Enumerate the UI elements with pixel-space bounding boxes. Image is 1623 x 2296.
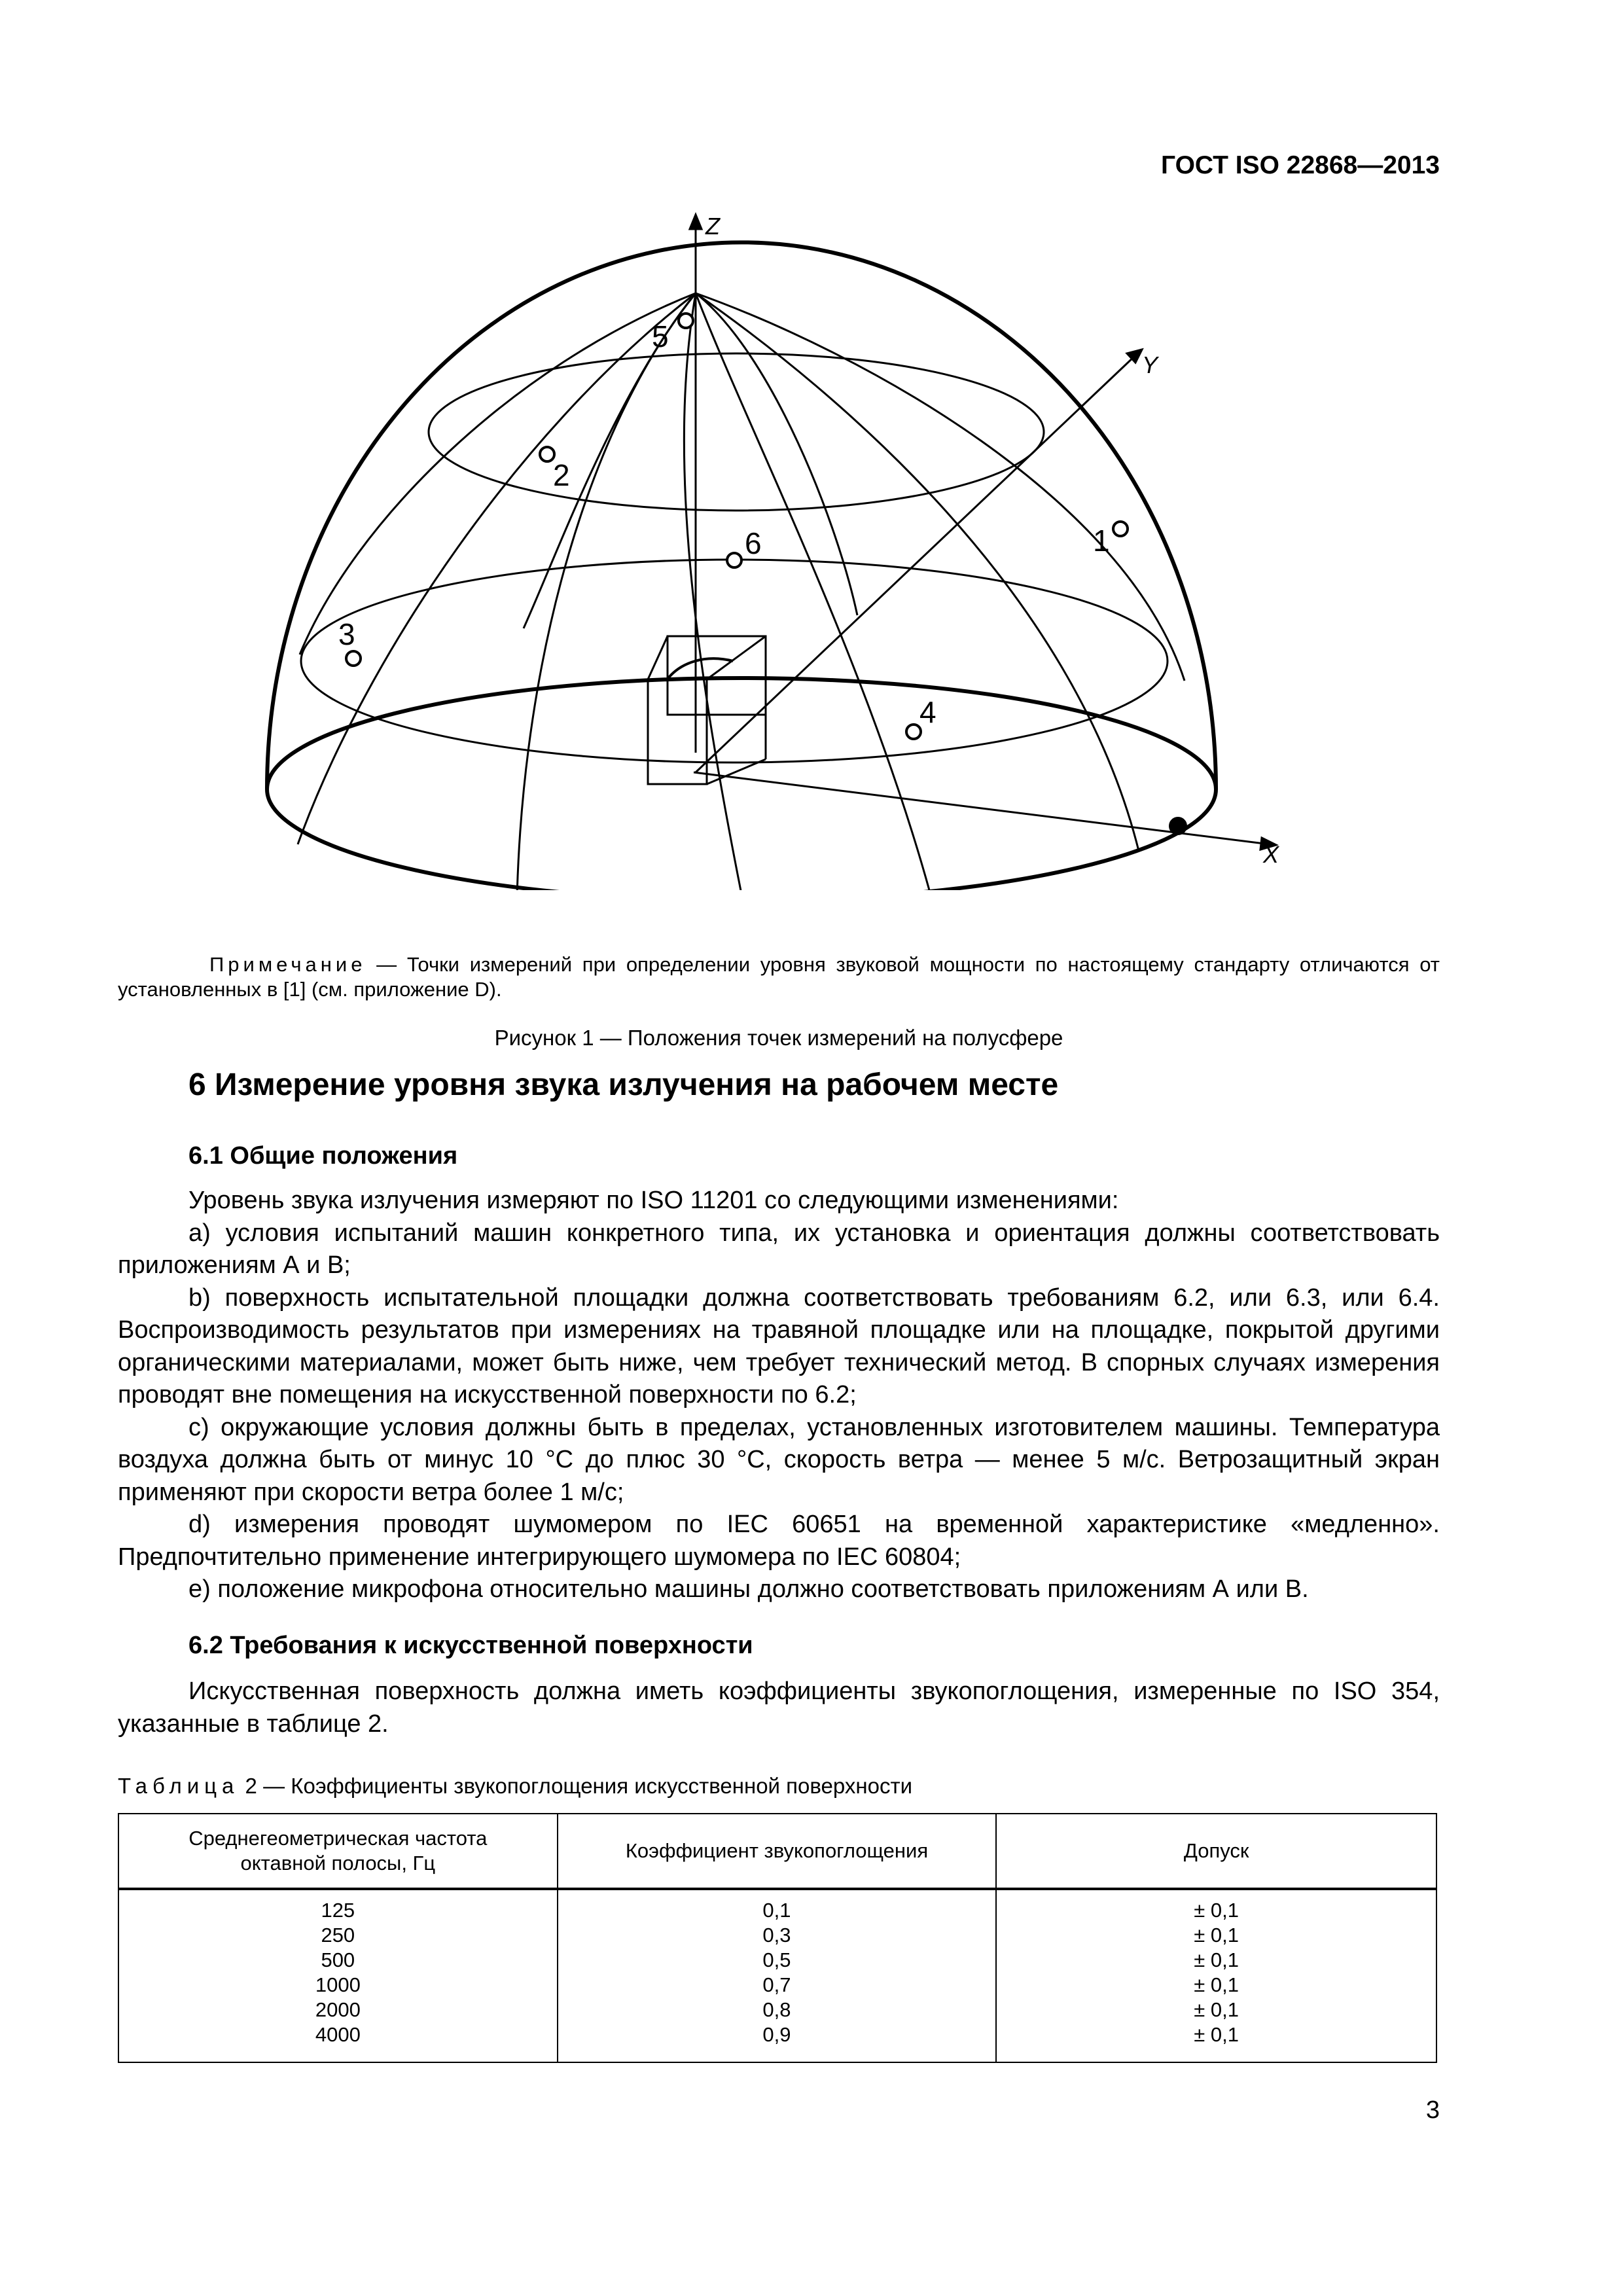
measurement-point-1	[1113, 522, 1128, 536]
point-label-3: 3	[338, 617, 355, 651]
base-ellipse	[267, 678, 1216, 890]
note-label: Примечание	[209, 953, 366, 976]
cell: 0,1	[762, 1899, 791, 1922]
hemisphere-figure	[249, 196, 1335, 890]
meridian	[696, 293, 1139, 851]
measurement-point-3	[346, 651, 361, 666]
coefficient-column	[558, 1889, 997, 2062]
table-row	[118, 1889, 1436, 2062]
header-frequency: Среднегеометрическая частота октавной полосы, Гц	[118, 1814, 558, 1889]
section-6-2-body	[118, 1676, 1440, 1740]
figure-note	[118, 952, 1440, 1002]
figure-caption: Рисунок 1 — Положения точек измерений на полусфере	[494, 1026, 1063, 1050]
tolerance-column	[996, 1889, 1436, 2062]
section-6-2-title: 6.2 Требования к искусственной поверхности	[188, 1632, 753, 1659]
meridian	[300, 293, 696, 655]
mid-latitude	[301, 560, 1168, 762]
meridian	[696, 293, 1185, 681]
cell: ± 0,1	[1194, 1899, 1240, 1922]
note-text: — Точки измерений при определении уровня звуковой мощности по настоящему стандарту отличаются от установленных в [1] (см. приложение D).	[118, 953, 1440, 1001]
upper-latitude	[429, 353, 1044, 511]
measurement-point-4	[906, 725, 921, 739]
measurement-point-6	[727, 553, 741, 567]
section-6-1-body	[118, 1185, 1440, 1606]
paragraph: Уровень звука излучения измеряют по ISO 11201 со следующими изменениями:	[188, 1187, 1119, 1214]
base-point	[1170, 818, 1186, 834]
cell: ± 0,1	[1194, 1948, 1240, 1971]
axis-label-y: Y	[1142, 351, 1158, 378]
cell: 0,9	[762, 2023, 791, 2046]
axis-label-z: Z	[705, 213, 720, 240]
cell: ± 0,1	[1194, 2023, 1240, 2046]
table-title-text: 2 — Коэффициенты звукопоглощения искусственной поверхности	[239, 1774, 912, 1798]
section-6-1-title: 6.1 Общие положения	[188, 1142, 458, 1170]
cell: 0,7	[762, 1973, 791, 1996]
cell: 125	[321, 1899, 355, 1922]
point-label-6: 6	[745, 526, 762, 560]
paragraph-item-e: е) положение микрофона относительно машины должно соответствовать приложениям А или В.	[188, 1575, 1309, 1603]
paragraph-item-a: а) условия испытаний машин конкретного типа, их установка и ориентация должны соответствовать приложениям А и В;	[118, 1219, 1440, 1279]
cell: 4000	[315, 2023, 361, 2046]
paragraph-item-b: b) поверхность испытательной площадки должна соответствовать требованиям 6.2, или 6.3, или 6.4. Воспроизводимость результатов при измерениях на травяной площадке или на площадке, покрытой другими органическими материалами, может быть ниже, чем требует технический метод. В спорных случаях измерения проводят вне помещения на искусственной поверхности по 6.2;	[118, 1283, 1440, 1408]
point-label-5: 5	[652, 319, 669, 353]
cell: ± 0,1	[1194, 1924, 1240, 1946]
measurement-point-2	[540, 447, 554, 461]
cell: 0,5	[762, 1948, 791, 1971]
point-label-4: 4	[919, 695, 936, 729]
measurement-point-5	[679, 314, 693, 328]
meridian	[684, 293, 743, 890]
meridian	[298, 293, 696, 844]
cell: 2000	[315, 1998, 361, 2021]
paragraph: Искусственная поверхность должна иметь коэффициенты звукопоглощения, измеренные по ISO 354, указанные в таблице 2.	[118, 1677, 1440, 1738]
cell: 0,3	[762, 1924, 791, 1946]
cell: ± 0,1	[1194, 1998, 1240, 2021]
frequency-column	[118, 1889, 558, 2062]
header-tolerance: Допуск	[996, 1814, 1436, 1889]
page-number: 3	[1425, 2096, 1440, 2124]
meridian	[517, 293, 696, 890]
header-coefficient: Коэффициент звукопоглощения	[558, 1814, 997, 1889]
table-2	[118, 1813, 1437, 2063]
meridian	[696, 293, 857, 615]
cell: 500	[321, 1948, 355, 1971]
machine-box	[648, 679, 707, 784]
cell: 1000	[315, 1973, 361, 1996]
axis-label-x: X	[1263, 841, 1279, 868]
point-label-1: 1	[1093, 524, 1110, 558]
table-label: Таблица	[118, 1774, 240, 1798]
document-header: ГОСТ ISO 22868—2013	[1160, 151, 1440, 179]
paragraph-item-c: с) окружающие условия должны быть в пределах, установленных изготовителем машины. Температура воздуха должна быть от минус 10 °С до плюс 30 °С, скорость ветра — менее 5 м/с. Ветрозащитный экран применяют при скорости ветра более 1 м/с;	[118, 1413, 1440, 1506]
paragraph-item-d: d) измерения проводят шумомером по IEC 60651 на временной характеристике «медленно». Предпочтительно применение интегрирующего шумомера по IEC 60804;	[118, 1511, 1440, 1571]
table-2-title	[118, 1772, 1440, 1800]
cell: 0,8	[762, 1998, 791, 2021]
cell: 250	[321, 1924, 355, 1946]
cell: ± 0,1	[1194, 1973, 1240, 1996]
section-6-title: 6 Измерение уровня звука излучения на рабочем месте	[188, 1067, 1059, 1102]
table-header-row	[118, 1814, 1436, 1889]
x-axis	[694, 772, 1270, 844]
point-label-2: 2	[553, 458, 570, 492]
